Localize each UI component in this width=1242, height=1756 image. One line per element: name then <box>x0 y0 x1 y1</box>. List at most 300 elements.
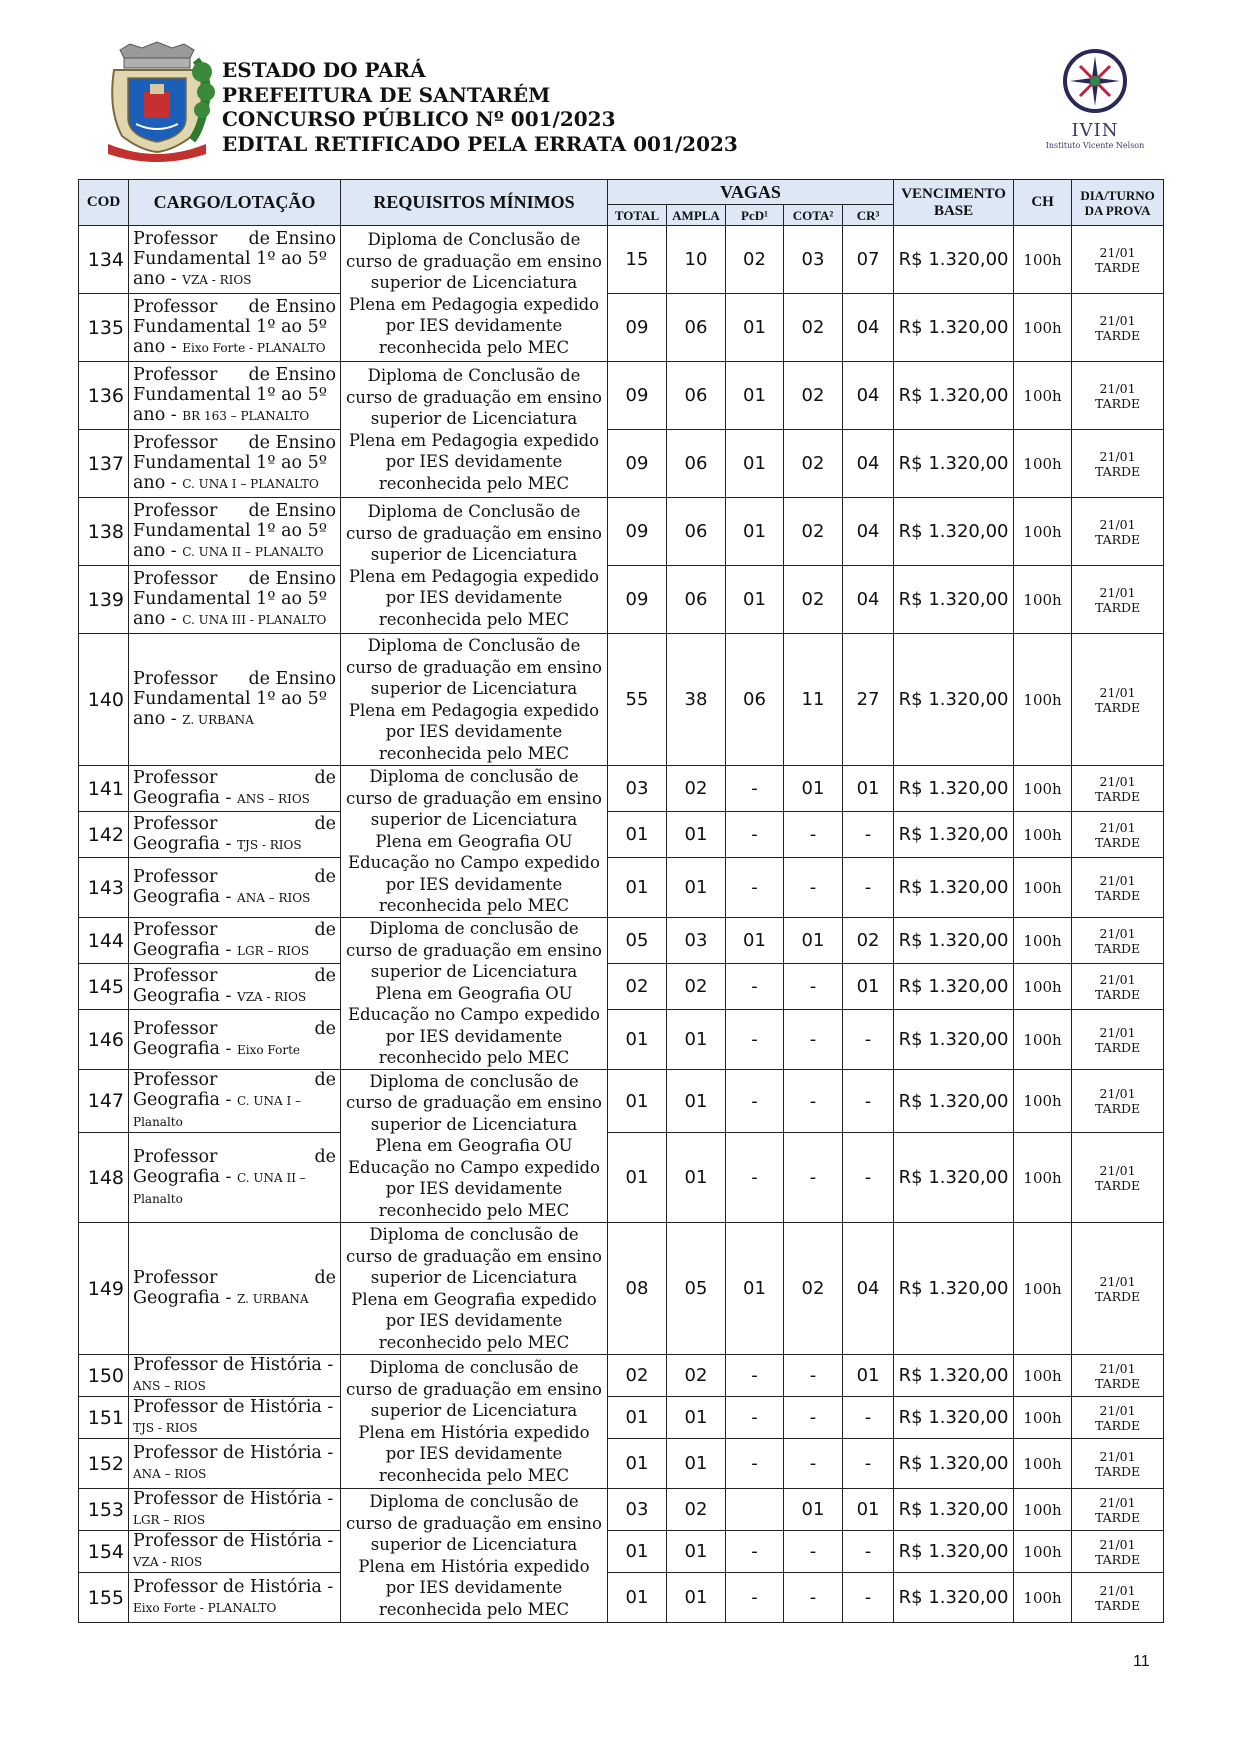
dia-date: 21/01 <box>1099 971 1136 987</box>
cell-total: 15 <box>608 226 667 294</box>
cell-vencimento: R$ 1.320,00 <box>894 1489 1014 1531</box>
cargo-line-1 <box>133 669 336 689</box>
cell-dia-turno <box>1072 498 1164 566</box>
cell-vencimento: R$ 1.320,00 <box>894 1010 1014 1070</box>
header-text <box>222 58 738 156</box>
cell-cota: - <box>784 812 843 858</box>
cell-vencimento: R$ 1.320,00 <box>894 362 1014 430</box>
cell-cota: 02 <box>784 498 843 566</box>
cargo-line-2 <box>133 1039 336 1060</box>
cell-cr: 04 <box>843 430 894 498</box>
cell-cargo <box>129 858 341 918</box>
dia-date: 21/01 <box>1099 1273 1136 1289</box>
cell-ampla: 02 <box>667 766 726 812</box>
cargo-location: TJS - RIOS <box>237 838 302 852</box>
cargo-line-1 <box>133 501 336 521</box>
cell-cota: - <box>784 858 843 918</box>
cell-ampla: 06 <box>667 430 726 498</box>
cell-pcd: 01 <box>726 498 784 566</box>
cargo-location: ANS – RIOS <box>133 1379 206 1393</box>
cell-cod: 141 <box>79 766 129 812</box>
header-vencimento-line1: VENCIMENTO <box>901 185 1006 202</box>
cell-cod: 146 <box>79 1010 129 1070</box>
cell-cargo <box>129 362 341 430</box>
cell-cota: 01 <box>784 1489 843 1531</box>
cargo-location: Z. URBANA <box>182 713 254 727</box>
cell-requisitos: Diploma de conclusão de curso de graduação em ensino superior de Licenciatura Plena em Geografia OU Educação no Campo expedido por IES devidamente reconhecido pelo MEC <box>341 918 608 1070</box>
cell-cargo <box>129 918 341 964</box>
cargo-location: ANS – RIOS <box>237 792 310 806</box>
header-vencimento <box>894 180 1014 226</box>
cell-pcd: - <box>726 1573 784 1623</box>
cell-vencimento: R$ 1.320,00 <box>894 1439 1014 1489</box>
cell-pcd: - <box>726 1133 784 1223</box>
cargo-line-1 <box>133 569 336 589</box>
cell-pcd: 01 <box>726 918 784 964</box>
cell-cota: 03 <box>784 226 843 294</box>
cargo-prefix: ano - <box>133 609 183 629</box>
cell-cargo <box>129 766 341 812</box>
dia-turno: TARDE <box>1094 1375 1141 1391</box>
dia-turno: TARDE <box>1094 1039 1141 1055</box>
cell-dia-turno <box>1072 964 1164 1010</box>
cargo-line-1 <box>133 1268 336 1288</box>
cargo-line-2: Fundamental 1º ao 5º <box>133 689 327 709</box>
cell-dia-turno <box>1072 1355 1164 1397</box>
cell-cargo <box>129 1223 341 1355</box>
cell-ampla: 06 <box>667 498 726 566</box>
cell-ch: 100h <box>1014 766 1072 812</box>
cell-dia-turno <box>1072 294 1164 362</box>
cell-cod: 145 <box>79 964 129 1010</box>
table-body <box>79 226 1164 1623</box>
cell-cr: 01 <box>843 964 894 1010</box>
cell-cod: 136 <box>79 362 129 430</box>
cell-dia-turno <box>1072 430 1164 498</box>
cell-ampla: 02 <box>667 1489 726 1531</box>
cell-ch: 100h <box>1014 858 1072 918</box>
cell-cargo <box>129 226 341 294</box>
cell-ch: 100h <box>1014 1531 1072 1573</box>
cell-cod: 139 <box>79 566 129 634</box>
cargo-location: VZA - RIOS <box>182 273 252 287</box>
cargo-location: TJS - RIOS <box>133 1421 198 1435</box>
cell-cargo <box>129 634 341 766</box>
header-pcd: PcD¹ <box>726 205 784 226</box>
dia-turno: TARDE <box>1094 531 1141 547</box>
page-number: 11 <box>1133 1653 1150 1670</box>
cell-dia-turno <box>1072 1223 1164 1355</box>
cell-total: 09 <box>608 294 667 362</box>
cargo-word: de Ensino <box>248 229 336 249</box>
header-cargo: CARGO/LOTAÇÃO <box>129 180 341 226</box>
cell-ampla: 06 <box>667 566 726 634</box>
cell-total: 55 <box>608 634 667 766</box>
cell-cr: - <box>843 1133 894 1223</box>
table-row <box>79 918 1164 964</box>
cell-pcd: 06 <box>726 634 784 766</box>
cell-pcd <box>726 1489 784 1531</box>
cell-dia-turno <box>1072 1397 1164 1439</box>
cell-pcd: - <box>726 964 784 1010</box>
cell-cr: - <box>843 1531 894 1573</box>
cell-cod: 153 <box>79 1489 129 1531</box>
cell-dia-turno <box>1072 566 1164 634</box>
table-row <box>79 1010 1164 1070</box>
header-line-state: ESTADO DO PARÁ <box>222 58 426 82</box>
cargo-line-1: Professor de História - <box>133 1355 334 1375</box>
table-row <box>79 498 1164 566</box>
dia-turno: TARDE <box>1094 1509 1141 1525</box>
cell-total: 01 <box>608 1070 667 1133</box>
cell-cod: 142 <box>79 812 129 858</box>
dia-turno: TARDE <box>1094 834 1141 850</box>
cell-ampla: 01 <box>667 1573 726 1623</box>
table-row <box>79 1355 1164 1397</box>
cell-total: 01 <box>608 812 667 858</box>
cargo-word: de <box>314 814 336 834</box>
cell-cr: 01 <box>843 1489 894 1531</box>
cell-ampla: 01 <box>667 1531 726 1573</box>
dia-turno: TARDE <box>1094 1101 1141 1116</box>
cell-vencimento: R$ 1.320,00 <box>894 1223 1014 1355</box>
dia-turno: TARDE <box>1094 1288 1141 1304</box>
cell-pcd: - <box>726 1070 784 1133</box>
cargo-line-2 <box>133 986 336 1007</box>
cell-pcd: - <box>726 858 784 918</box>
cell-ch: 100h <box>1014 918 1072 964</box>
dia-date: 21/01 <box>1099 925 1136 941</box>
cell-total: 09 <box>608 362 667 430</box>
cell-ampla: 01 <box>667 1070 726 1133</box>
cargo-line-1 <box>133 229 336 249</box>
cell-total: 08 <box>608 1223 667 1355</box>
cell-pcd: - <box>726 1397 784 1439</box>
cell-vencimento: R$ 1.320,00 <box>894 918 1014 964</box>
dia-date: 21/01 <box>1099 684 1136 700</box>
table-row <box>79 226 1164 294</box>
dia-turno: TARDE <box>1094 1597 1141 1613</box>
cell-pcd: 01 <box>726 362 784 430</box>
cargo-line-1 <box>133 1070 336 1090</box>
table-row <box>79 1133 1164 1223</box>
header-line-contest: CONCURSO PÚBLICO Nº 001/2023 <box>222 107 616 131</box>
page-header <box>100 40 1150 170</box>
header-vencimento-line2: BASE <box>933 202 974 219</box>
cell-ch: 100h <box>1014 1489 1072 1531</box>
cell-ch: 100h <box>1014 1133 1072 1223</box>
dia-date: 21/01 <box>1099 1582 1136 1598</box>
cell-cargo <box>129 812 341 858</box>
cell-cod: 155 <box>79 1573 129 1623</box>
cell-ampla: 01 <box>667 1133 726 1223</box>
dia-date: 21/01 <box>1099 380 1136 396</box>
cargo-word: Professor <box>133 768 218 788</box>
cell-vencimento: R$ 1.320,00 <box>894 430 1014 498</box>
cargo-location: C. UNA I – PLANALTO <box>182 477 319 491</box>
cell-cr: 04 <box>843 362 894 430</box>
dia-date: 21/01 <box>1099 312 1136 328</box>
cell-dia-turno <box>1072 812 1164 858</box>
cell-cargo <box>129 1531 341 1573</box>
header-cr: CR³ <box>843 205 894 226</box>
header-ch: CH <box>1014 180 1072 226</box>
cell-dia-turno <box>1072 1531 1164 1573</box>
cell-cod: 144 <box>79 918 129 964</box>
cell-total: 01 <box>608 1397 667 1439</box>
cell-pcd: 02 <box>726 226 784 294</box>
cell-pcd: 01 <box>726 294 784 362</box>
cell-cod: 154 <box>79 1531 129 1573</box>
cell-pcd: - <box>726 1531 784 1573</box>
table-row <box>79 294 1164 362</box>
cell-cota: 11 <box>784 634 843 766</box>
cell-cargo <box>129 1489 341 1531</box>
cargo-word: de <box>314 1019 336 1039</box>
cargo-location: C. UNA I – <box>237 1094 302 1108</box>
cell-cargo <box>129 1355 341 1397</box>
cell-vencimento: R$ 1.320,00 <box>894 1397 1014 1439</box>
dia-turno: TARDE <box>1094 940 1141 956</box>
cargo-word: de Ensino <box>248 297 336 317</box>
cargo-location: Z. URBANA <box>237 1292 309 1306</box>
cell-dia-turno <box>1072 226 1164 294</box>
cell-cod: 151 <box>79 1397 129 1439</box>
dia-date: 21/01 <box>1099 1024 1136 1040</box>
cargo-prefix: ano - <box>133 473 183 493</box>
cell-pcd: 01 <box>726 1223 784 1355</box>
cell-cr: - <box>843 1573 894 1623</box>
cell-cod: 152 <box>79 1439 129 1489</box>
cargo-line-2 <box>133 940 336 961</box>
cargo-prefix: Geografia - <box>133 1039 238 1059</box>
cell-total: 09 <box>608 498 667 566</box>
dia-turno: TARDE <box>1094 986 1141 1002</box>
cell-cr: 04 <box>843 498 894 566</box>
cell-ampla: 38 <box>667 634 726 766</box>
cargo-line-1: Professor de História - <box>133 1443 334 1463</box>
cell-cr: - <box>843 812 894 858</box>
cell-vencimento: R$ 1.320,00 <box>894 498 1014 566</box>
cargo-word: de <box>314 920 336 940</box>
cargo-word: Professor <box>133 669 218 689</box>
cargo-word: de <box>314 1070 336 1090</box>
cargo-word: Professor <box>133 433 218 453</box>
dia-date: 21/01 <box>1099 1448 1136 1464</box>
dia-date: 21/01 <box>1099 773 1136 789</box>
cell-vencimento: R$ 1.320,00 <box>894 766 1014 812</box>
cargo-line-2: Fundamental 1º ao 5º <box>133 385 327 405</box>
table-row <box>79 964 1164 1010</box>
table-row <box>79 1573 1164 1623</box>
cargo-line-1 <box>133 768 336 788</box>
cargo-location-cont: Planalto <box>133 1115 183 1129</box>
cargo-line-1 <box>133 297 336 317</box>
cell-vencimento: R$ 1.320,00 <box>894 634 1014 766</box>
dia-date: 21/01 <box>1099 1086 1136 1101</box>
cargo-location-cont: Planalto <box>133 1191 183 1206</box>
cell-ampla: 05 <box>667 1223 726 1355</box>
ivin-subtitle: Instituto Vicente Nelson <box>1045 141 1145 150</box>
cell-total: 03 <box>608 766 667 812</box>
cell-cota: 02 <box>784 294 843 362</box>
cargo-word: de <box>314 768 336 788</box>
cargo-prefix: Geografia - <box>133 834 238 854</box>
cargo-line-2: Fundamental 1º ao 5º <box>133 317 327 337</box>
table-row <box>79 1223 1164 1355</box>
cell-dia-turno <box>1072 1070 1164 1133</box>
header-ampla: AMPLA <box>667 205 726 226</box>
dia-date: 21/01 <box>1099 872 1136 888</box>
cargo-line-1 <box>133 1147 336 1167</box>
cell-dia-turno <box>1072 858 1164 918</box>
cargo-location: VZA - RIOS <box>237 990 307 1004</box>
cargo-prefix: Geografia - <box>133 1288 238 1308</box>
cell-cr: - <box>843 1397 894 1439</box>
cargo-line-3 <box>133 473 336 494</box>
cell-cota: 02 <box>784 566 843 634</box>
cargo-line-3 <box>133 709 336 730</box>
cargo-prefix: ano - <box>133 405 183 425</box>
cargo-line-3 <box>133 269 336 290</box>
cell-requisitos: Diploma de Conclusão de curso de graduação em ensino superior de Licenciatura Plena em Pedagogia expedido por IES devidamente reconhecida pelo MEC <box>341 634 608 766</box>
header-dia-turno <box>1072 180 1164 226</box>
cargo-word: Professor <box>133 814 218 834</box>
cargo-word: Professor <box>133 229 218 249</box>
table-row <box>79 1489 1164 1531</box>
cell-cargo <box>129 566 341 634</box>
cell-cargo <box>129 498 341 566</box>
ivin-logo <box>1040 46 1150 156</box>
cell-cargo <box>129 1070 341 1133</box>
cell-vencimento: R$ 1.320,00 <box>894 1133 1014 1223</box>
cell-ch: 100h <box>1014 226 1072 294</box>
cell-cargo <box>129 294 341 362</box>
cell-pcd: - <box>726 812 784 858</box>
header-cod: COD <box>79 180 129 226</box>
cargo-word: Professor <box>133 1146 218 1167</box>
cell-vencimento: R$ 1.320,00 <box>894 812 1014 858</box>
cell-ch: 100h <box>1014 1397 1072 1439</box>
table-row <box>79 1070 1164 1133</box>
dia-date: 21/01 <box>1099 1162 1136 1178</box>
cell-total: 05 <box>608 918 667 964</box>
cell-total: 01 <box>608 1573 667 1623</box>
cargo-word: Professor <box>133 1070 218 1090</box>
cargo-line-1 <box>133 920 336 940</box>
cell-cota: 01 <box>784 918 843 964</box>
cargo-prefix: Geografia - <box>133 887 238 907</box>
cargo-location: LGR – RIOS <box>133 1513 206 1527</box>
header-vagas: VAGAS <box>608 180 894 205</box>
cargo-line-1 <box>133 814 336 834</box>
dia-date: 21/01 <box>1099 1402 1136 1418</box>
cell-ch: 100h <box>1014 566 1072 634</box>
cell-pcd: 01 <box>726 566 784 634</box>
cell-cr: - <box>843 1439 894 1489</box>
cargo-prefix: Geografia - <box>133 986 238 1006</box>
cargo-prefix: Geografia - <box>133 788 238 808</box>
cell-cr: 01 <box>843 1355 894 1397</box>
cell-ch: 100h <box>1014 812 1072 858</box>
cargo-word: Professor <box>133 501 218 521</box>
cargo-line-3 <box>133 337 336 358</box>
cell-cod: 143 <box>79 858 129 918</box>
table-row <box>79 1397 1164 1439</box>
cargo-line-1 <box>133 966 336 986</box>
cargo-location: LGR – RIOS <box>237 944 310 958</box>
header-dia-line2: DA PROVA <box>1084 202 1151 218</box>
cargo-line-3 <box>133 609 336 630</box>
cell-vencimento: R$ 1.320,00 <box>894 858 1014 918</box>
cell-pcd: - <box>726 1010 784 1070</box>
dia-date: 21/01 <box>1099 448 1136 464</box>
cell-vencimento: R$ 1.320,00 <box>894 226 1014 294</box>
cell-requisitos: Diploma de conclusão de curso de graduação em ensino superior de Licenciatura Plena em História expedido por IES devidamente reconhecida pelo MEC <box>341 1489 608 1623</box>
vacancies-table <box>78 179 1164 1623</box>
cell-total: 02 <box>608 1355 667 1397</box>
cell-requisitos: Diploma de Conclusão de curso de graduação em ensino superior de Licenciatura Plena em Pedagogia expedido por IES devidamente reconhecida pelo MEC <box>341 226 608 362</box>
cell-cargo <box>129 1010 341 1070</box>
cargo-line-3 <box>133 405 336 426</box>
cell-cod: 148 <box>79 1133 129 1223</box>
cell-requisitos: Diploma de conclusão de curso de graduação em ensino superior de Licenciatura Plena em História expedido por IES devidamente reconhecida pelo MEC <box>341 1355 608 1489</box>
cell-cota: - <box>784 1531 843 1573</box>
cargo-word: Professor <box>133 569 218 589</box>
cargo-line-2 <box>133 1167 336 1188</box>
cargo-prefix: ano - <box>133 541 183 561</box>
header-cota: COTA² <box>784 205 843 226</box>
cargo-line-1 <box>133 433 336 453</box>
cargo-location: Eixo Forte - PLANALTO <box>133 1601 277 1615</box>
cell-cota: - <box>784 1397 843 1439</box>
cell-ampla: 06 <box>667 294 726 362</box>
cargo-location: Eixo Forte <box>237 1043 300 1057</box>
dia-turno: TARDE <box>1094 327 1141 343</box>
cell-cargo <box>129 1573 341 1623</box>
cargo-line-2 <box>133 1288 336 1309</box>
header-line-edital: EDITAL RETIFICADO PELA ERRATA 001/2023 <box>222 131 738 156</box>
cell-ampla: 01 <box>667 858 726 918</box>
cargo-location: C. UNA II – PLANALTO <box>182 545 324 559</box>
cell-cr: - <box>843 858 894 918</box>
cell-dia-turno <box>1072 1489 1164 1531</box>
santarem-crest-logo <box>100 40 215 162</box>
cell-dia-turno <box>1072 1439 1164 1489</box>
cargo-line-1 <box>133 867 336 887</box>
cell-dia-turno <box>1072 766 1164 812</box>
cell-vencimento: R$ 1.320,00 <box>894 1355 1014 1397</box>
dia-date: 21/01 <box>1099 1360 1136 1376</box>
table-row <box>79 1439 1164 1489</box>
cell-pcd: - <box>726 1355 784 1397</box>
cell-cargo <box>129 1133 341 1223</box>
cell-requisitos: Diploma de Conclusão de curso de graduação em ensino superior de Licenciatura Plena em Pedagogia expedido por IES devidamente reconhecida pelo MEC <box>341 362 608 498</box>
cell-cod: 150 <box>79 1355 129 1397</box>
dia-date: 21/01 <box>1099 1536 1136 1552</box>
cargo-word: de <box>314 966 336 986</box>
header-requisitos: REQUISITOS MÍNIMOS <box>341 180 608 226</box>
cell-ch: 100h <box>1014 498 1072 566</box>
cell-ampla: 01 <box>667 1397 726 1439</box>
cargo-word: Professor <box>133 1268 218 1288</box>
cell-cr: 04 <box>843 294 894 362</box>
cell-cota: - <box>784 1439 843 1489</box>
cell-cargo <box>129 1397 341 1439</box>
cell-total: 01 <box>608 1531 667 1573</box>
cell-cod: 134 <box>79 226 129 294</box>
cell-pcd: 01 <box>726 430 784 498</box>
